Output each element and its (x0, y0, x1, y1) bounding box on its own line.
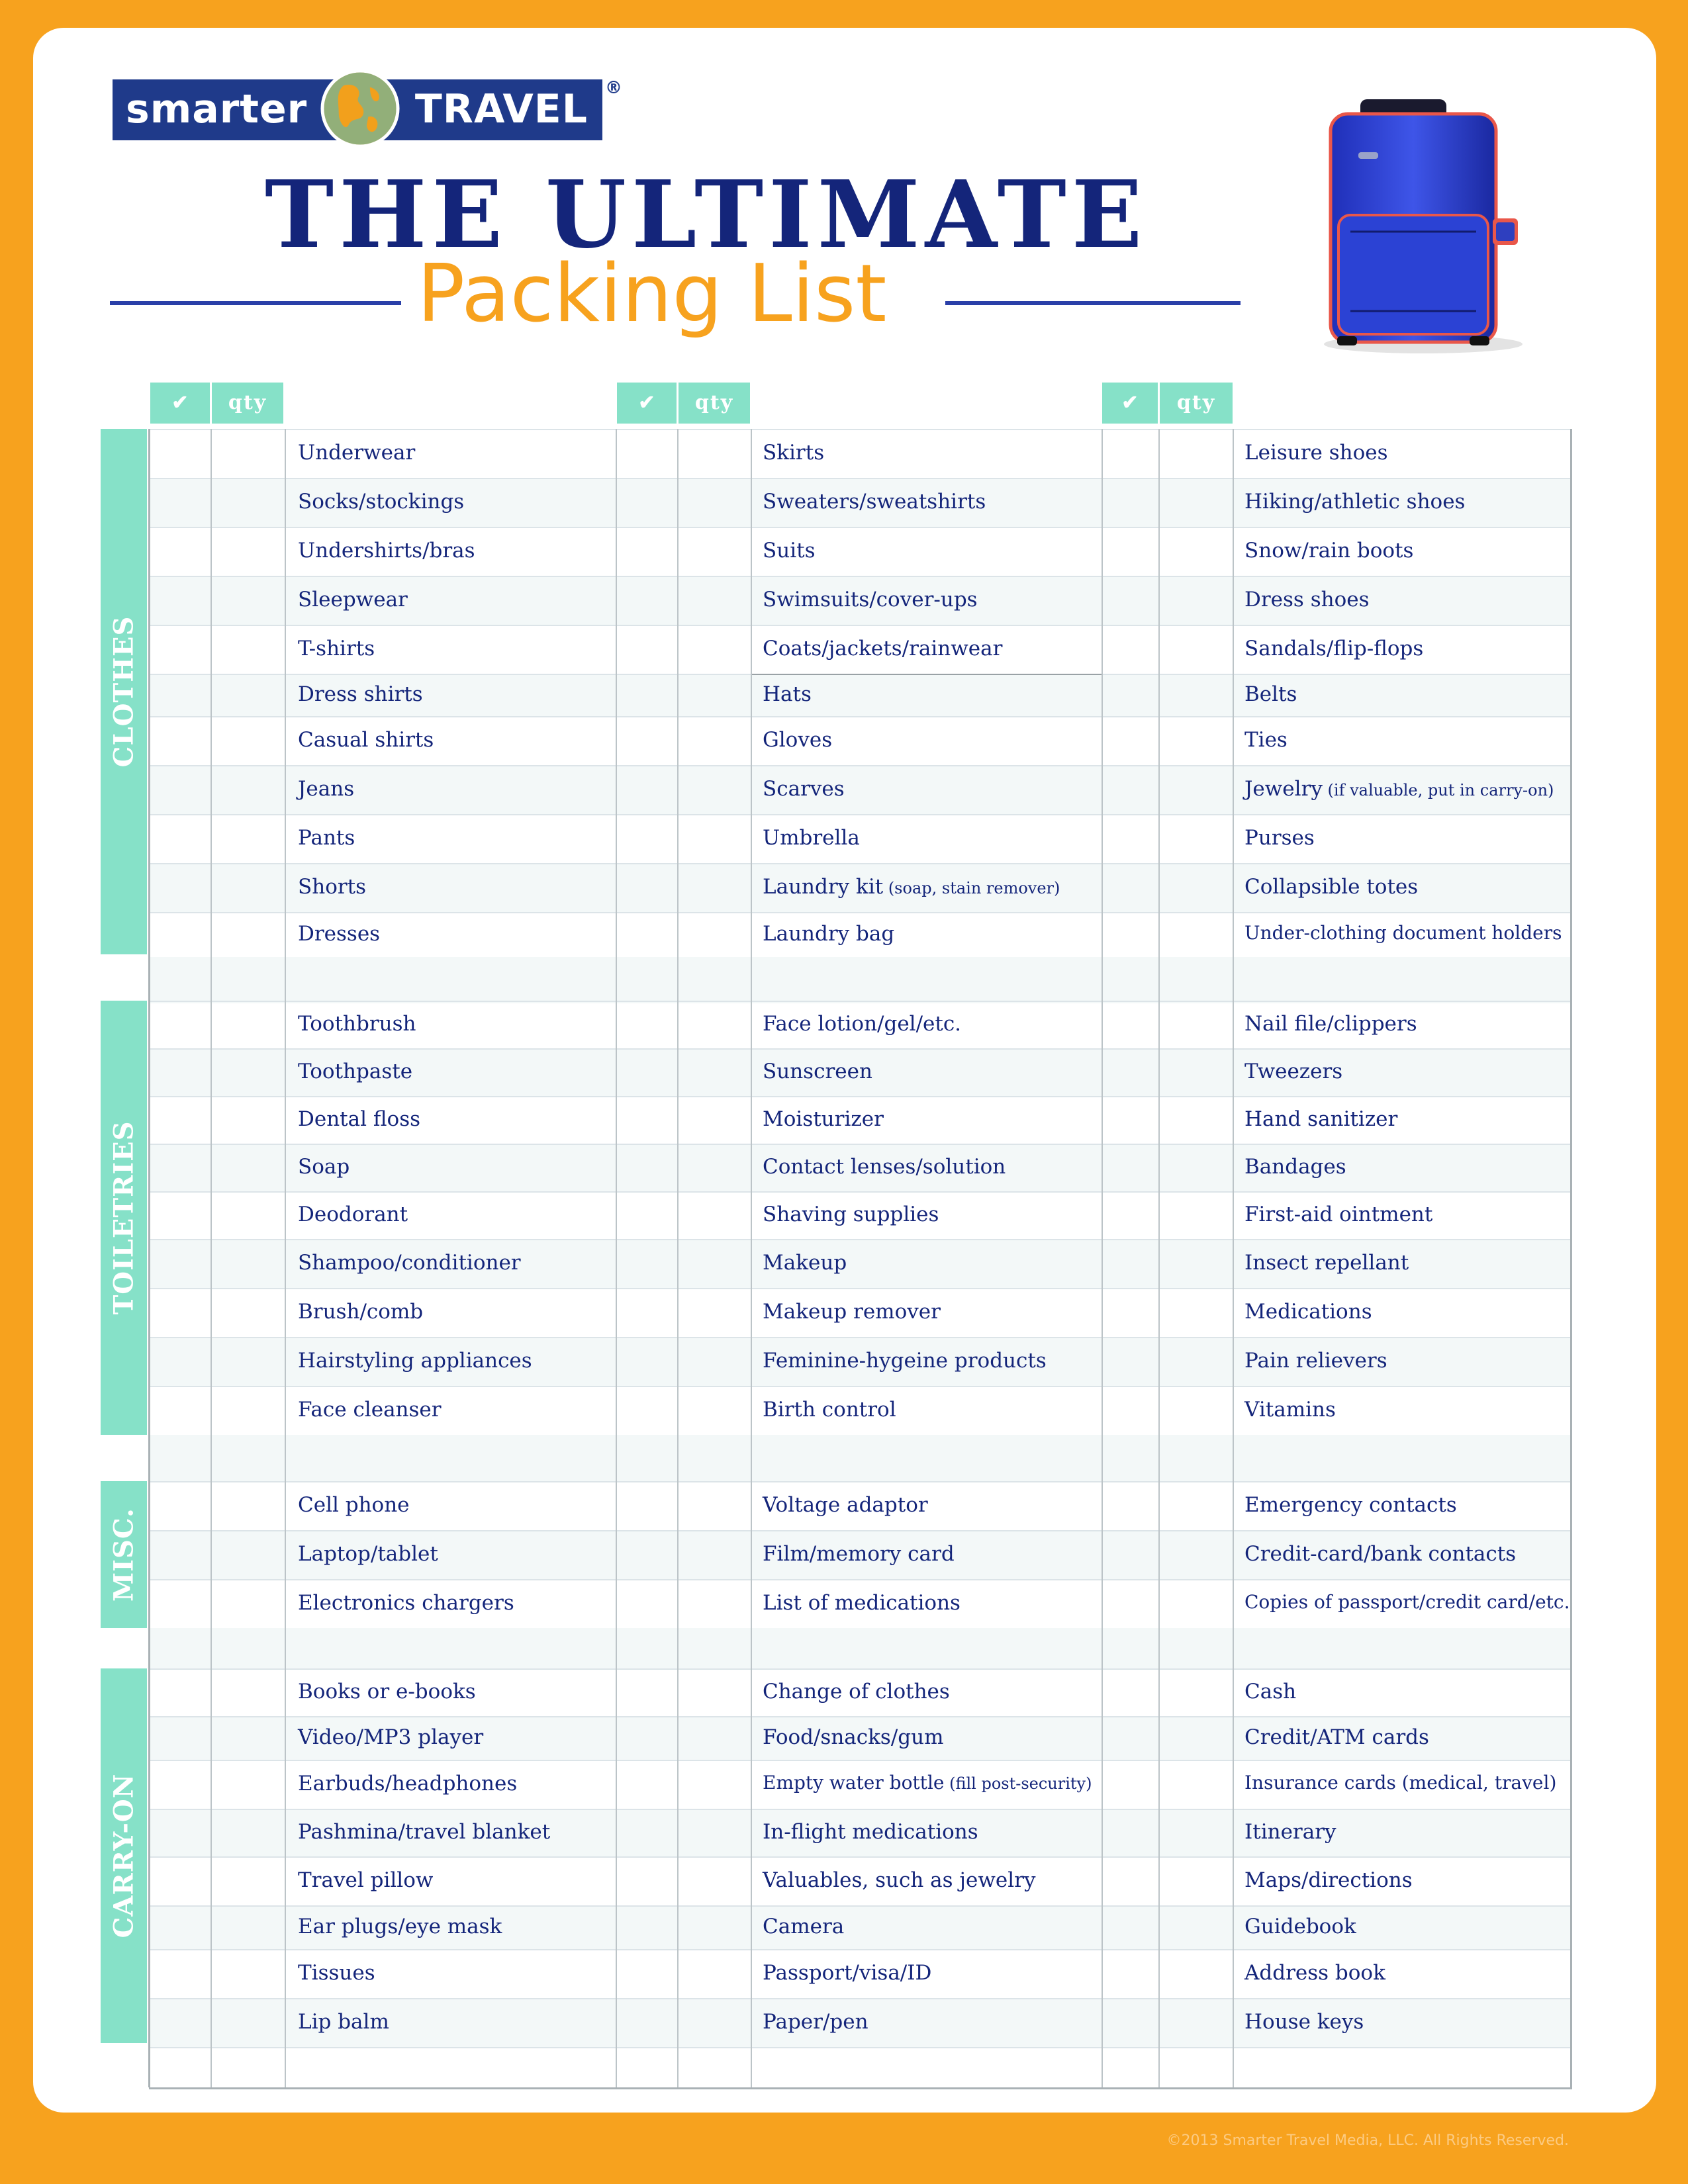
item-label: Skirts (763, 441, 825, 465)
row-divider (149, 814, 1572, 815)
item-label: Film/memory card (763, 1542, 955, 1566)
item-label: Ear plugs/eye mask (298, 1915, 502, 1938)
item-label: Paper/pen (763, 2010, 868, 2034)
item-label: Pashmina/travel blanket (298, 1820, 551, 1844)
checklist-item (298, 2012, 389, 2032)
checklist-item (298, 684, 423, 705)
checklist-item (298, 877, 366, 897)
checklist-item (298, 1593, 514, 1614)
checklist-item (298, 1727, 483, 1748)
row-divider (149, 625, 1572, 626)
item-label: Feminine-hygeine products (763, 1349, 1047, 1373)
item-label: Credit/ATM cards (1244, 1725, 1429, 1749)
checklist-item (298, 1774, 517, 1794)
item-label: Empty water bottle (763, 1772, 945, 1794)
item-label: Tissues (298, 1961, 375, 1985)
column-divider (148, 429, 150, 2087)
item-label: Toothbrush (298, 1012, 416, 1036)
row-divider (149, 1288, 1572, 1289)
checklist-item (1244, 1917, 1356, 1937)
row-divider (149, 1905, 1572, 1907)
column-divider (211, 429, 212, 2087)
header-check-col3: ✔ (1102, 383, 1158, 424)
checklist-item (763, 779, 845, 799)
checklist-item (763, 1302, 941, 1322)
item-label: Makeup (763, 1251, 847, 1275)
checklist-item (763, 684, 812, 705)
item-label: Electronics chargers (298, 1591, 514, 1615)
item-label: Food/snacks/gum (763, 1725, 944, 1749)
checklist-item (1244, 1727, 1429, 1748)
checklist-item (763, 730, 832, 751)
checklist-item (1244, 828, 1315, 848)
checklist-item (1244, 639, 1423, 659)
item-label: Emergency contacts (1244, 1493, 1457, 1517)
title-rule-left (110, 301, 401, 305)
checklist-item (298, 1963, 375, 1983)
item-label: Guidebook (1244, 1915, 1356, 1938)
checklist-item (1244, 1302, 1372, 1322)
row-divider (149, 1239, 1572, 1240)
checklist-item (298, 1062, 412, 1082)
header-qty-col1: qty (212, 383, 283, 424)
checklist-item (298, 924, 380, 944)
item-label: Shampoo/conditioner (298, 1251, 521, 1275)
item-label: Under-clothing document holders (1244, 922, 1562, 944)
row-divider (149, 1337, 1572, 1338)
checklist-item (1244, 2012, 1364, 2032)
checklist-item (298, 590, 408, 610)
row-divider (149, 1998, 1572, 1999)
item-label: Nail file/clippers (1244, 1012, 1417, 1036)
checklist-item (763, 1253, 847, 1273)
checklist-item (298, 443, 415, 463)
row-divider (149, 1191, 1572, 1193)
checklist-item (763, 1400, 896, 1420)
checklist-item (1244, 1822, 1336, 1843)
item-label: Sunscreen (763, 1060, 872, 1083)
item-label: Sandals/flip-flops (1244, 637, 1424, 660)
item-label: Belts (1244, 682, 1297, 706)
item-label: Birth control (763, 1398, 896, 1422)
checklist-item (1244, 1351, 1387, 1371)
checklist-item (298, 779, 354, 799)
item-label: List of medications (763, 1591, 961, 1615)
row-background (149, 1628, 1572, 1668)
column-divider (1102, 429, 1103, 2087)
globe-icon (319, 68, 401, 150)
checklist-item (763, 1727, 944, 1748)
item-label: Books or e-books (298, 1680, 476, 1704)
checklist-item (298, 1109, 420, 1130)
checklist-item (298, 1157, 350, 1177)
item-label: Lip balm (298, 2010, 389, 2034)
checklist-item (763, 828, 860, 848)
row-divider (149, 1001, 1572, 1002)
checklist-item (1244, 1253, 1409, 1273)
category-carry-on: CARRY-ON (101, 1668, 147, 2043)
checklist-item (763, 924, 894, 944)
item-label: Ties (1244, 728, 1288, 752)
checklist-item (763, 1917, 844, 1937)
item-label: Cash (1244, 1680, 1297, 1704)
item-label: Tweezers (1244, 1060, 1343, 1083)
row-background (149, 957, 1572, 1003)
item-label: Travel pillow (298, 1868, 434, 1892)
row-divider (149, 1386, 1572, 1387)
item-label: Moisturizer (763, 1107, 884, 1131)
item-label: Passport/visa/ID (763, 1961, 932, 1985)
registered-mark: ® (605, 78, 622, 98)
header-qty-col3: qty (1160, 383, 1233, 424)
checklist-item (1244, 1205, 1432, 1225)
checklist-item (763, 1822, 978, 1843)
column-divider (1570, 429, 1572, 2087)
item-label: Coats/jackets/rainwear (763, 637, 1003, 660)
category-clothes: CLOTHES (101, 429, 147, 954)
row-divider (149, 1481, 1572, 1482)
row-divider (149, 1716, 1572, 1717)
item-label: Shorts (298, 875, 367, 899)
header-check-col1: ✔ (150, 383, 210, 424)
column-divider (1233, 429, 1234, 2087)
item-label: Address book (1244, 1961, 1385, 1985)
item-label: Face cleanser (298, 1398, 442, 1422)
item-label: Jewelry (1244, 777, 1323, 801)
item-label: Scarves (763, 777, 845, 801)
checklist-item (763, 1963, 931, 1983)
checklist-item (763, 1014, 961, 1034)
checklist-item (1244, 1774, 1556, 1792)
checklist-item (1244, 1062, 1342, 1082)
item-label: Voltage adaptor (763, 1493, 928, 1517)
checklist-item (298, 1351, 532, 1371)
title-rule-right (945, 301, 1241, 305)
item-label: Laundry kit (763, 875, 884, 899)
checklist-item (298, 1205, 408, 1225)
checklist-item (763, 1062, 872, 1082)
item-label: Insect repellant (1244, 1251, 1409, 1275)
checklist-item (1244, 492, 1465, 512)
checklist-item (1244, 1682, 1296, 1702)
checklist-item (763, 1774, 1092, 1792)
column-divider (751, 429, 752, 2087)
checklist-item (1244, 1109, 1397, 1130)
item-label: Dresses (298, 922, 381, 946)
item-label: Camera (763, 1915, 845, 1938)
header-qty-col2: qty (679, 383, 750, 424)
checklist-item (763, 877, 1060, 897)
item-label: Toothpaste (298, 1060, 413, 1083)
item-label: Sleepwear (298, 588, 408, 612)
checklist-item (298, 1495, 410, 1516)
checklist-item (298, 1917, 502, 1937)
checklist-item (763, 1593, 961, 1614)
item-label: Video/MP3 player (298, 1725, 484, 1749)
item-label: Swimsuits/cover-ups (763, 588, 978, 612)
item-label: Laundry bag (763, 922, 895, 946)
column-divider (677, 429, 679, 2087)
brand-logo (113, 79, 602, 140)
checklist-item (1244, 1963, 1385, 1983)
header-check-col2: ✔ (617, 383, 677, 424)
page-subtitle: Packing List (417, 248, 887, 340)
checklist-item (763, 443, 824, 463)
row-divider (149, 527, 1572, 528)
item-label: First-aid ointment (1244, 1203, 1433, 1226)
item-label: T-shirts (298, 637, 375, 660)
grid-bottom-border (149, 2087, 1572, 2089)
row-divider (149, 863, 1572, 864)
checklist-item (1244, 877, 1418, 897)
item-label: Suits (763, 539, 816, 563)
item-label: Jeans (298, 777, 355, 801)
item-label: Dental floss (298, 1107, 421, 1131)
row-divider (149, 1096, 1572, 1097)
row-background (149, 1435, 1572, 1481)
item-label: Casual shirts (298, 728, 434, 752)
item-label: Hiking/athletic shoes (1244, 490, 1466, 514)
item-label: Deodorant (298, 1203, 408, 1226)
item-label: Contact lenses/solution (763, 1155, 1006, 1179)
checklist-item (763, 1495, 928, 1516)
row-divider (149, 478, 1572, 479)
item-label: Vitamins (1244, 1398, 1336, 1422)
checklist-item (1244, 541, 1413, 561)
checklist-item (298, 541, 475, 561)
checklist-item (763, 1109, 884, 1130)
row-divider (149, 716, 1572, 717)
item-label: Undershirts/bras (298, 539, 475, 563)
checklist-item (298, 1302, 423, 1322)
checklist-item (1244, 924, 1562, 942)
item-label: Hand sanitizer (1244, 1107, 1398, 1131)
checklist-item (763, 1351, 1047, 1371)
checklist-item (1244, 730, 1288, 751)
item-label: Pain relievers (1244, 1349, 1387, 1373)
row-divider (149, 1668, 1572, 1670)
brand-word-smarter: smarter (126, 86, 308, 132)
row-divider (149, 1949, 1572, 1950)
column-divider (285, 429, 286, 2087)
item-label: Shaving supplies (763, 1203, 939, 1226)
item-label: Bandages (1244, 1155, 1346, 1179)
item-label: Sweaters/sweatshirts (763, 490, 986, 514)
row-divider (149, 2047, 1572, 2048)
checklist-item (298, 639, 375, 659)
item-label: Umbrella (763, 826, 860, 850)
checklist-item (298, 730, 434, 751)
checklist-item (1244, 779, 1554, 799)
suitcase-icon (1311, 93, 1536, 357)
item-label: Brush/comb (298, 1300, 424, 1324)
checklist-item (298, 1400, 442, 1420)
checklist-item (298, 828, 355, 848)
checklist-item (1244, 1014, 1417, 1034)
item-label: Medications (1244, 1300, 1372, 1324)
copyright-footer: ©2013 Smarter Travel Media, LLC. All Rights Reserved. (1166, 2132, 1569, 2149)
row-divider (149, 1809, 1572, 1810)
row-divider (149, 765, 1572, 766)
column-divider (1158, 429, 1160, 2087)
page-title: THE ULTIMATE (265, 161, 1148, 269)
item-label: Cell phone (298, 1493, 410, 1517)
checklist-item (298, 1870, 433, 1891)
checklist-item (298, 1822, 550, 1843)
checklist-item (1244, 1495, 1457, 1516)
row-divider (149, 576, 1572, 577)
item-label: Hairstyling appliances (298, 1349, 532, 1373)
item-label: Hats (763, 682, 812, 706)
item-label: Copies of passport/credit card/etc. (1244, 1591, 1570, 1613)
checklist-item (763, 1682, 950, 1702)
item-label: Leisure shoes (1244, 441, 1388, 465)
item-label: House keys (1244, 2010, 1364, 2034)
checklist-item (763, 1157, 1006, 1177)
row-divider (149, 429, 1572, 430)
checklist-item (1244, 443, 1388, 463)
checklist-item (298, 1253, 521, 1273)
checklist-item (298, 1682, 476, 1702)
item-label: Soap (298, 1155, 350, 1179)
checklist-item (1244, 1157, 1346, 1177)
row-divider (149, 912, 1572, 913)
row-divider (149, 1579, 1572, 1580)
item-label: Insurance cards (medical, travel) (1244, 1772, 1557, 1794)
checklist-item (763, 590, 978, 610)
checklist-item (763, 1544, 955, 1565)
checklist-item (763, 492, 986, 512)
row-divider (149, 1760, 1572, 1761)
item-label: Socks/stockings (298, 490, 465, 514)
checklist-item (298, 492, 464, 512)
item-label: Collapsible totes (1244, 875, 1419, 899)
category-misc: MISC. (101, 1481, 147, 1628)
item-label: Purses (1244, 826, 1315, 850)
item-label: Credit-card/bank contacts (1244, 1542, 1517, 1566)
item-note: (if valuable, put in carry-on) (1322, 781, 1554, 799)
item-label: Earbuds/headphones (298, 1772, 518, 1796)
item-label: Makeup remover (763, 1300, 941, 1324)
item-label: Dress shoes (1244, 588, 1370, 612)
checklist-item (763, 1870, 1036, 1891)
item-label: Underwear (298, 441, 416, 465)
item-label: Gloves (763, 728, 833, 752)
item-label: Maps/directions (1244, 1868, 1413, 1892)
brand-word-travel: TRAVEL (414, 86, 588, 132)
checklist-item (763, 639, 1002, 659)
item-note: (soap, stain remover) (883, 879, 1060, 897)
checklist-item (298, 1544, 438, 1565)
item-label: Dress shirts (298, 682, 423, 706)
item-label: Laptop/tablet (298, 1542, 438, 1566)
item-label: Itinerary (1244, 1820, 1336, 1844)
item-label: In-flight medications (763, 1820, 978, 1844)
item-label: Pants (298, 826, 355, 850)
checklist-item (763, 2012, 868, 2032)
item-label: Valuables, such as jewelry (763, 1868, 1036, 1892)
category-toiletries: TOILETRIES (101, 1001, 147, 1435)
row-divider (149, 1048, 1572, 1050)
item-note: (fill post-security) (944, 1774, 1092, 1793)
checklist-item (1244, 684, 1297, 705)
row-divider (149, 1144, 1572, 1145)
row-divider-accent (751, 674, 1102, 675)
row-divider (149, 1530, 1572, 1531)
checklist-item (1244, 1870, 1413, 1891)
checklist-item (1244, 1593, 1570, 1612)
checklist-item (1244, 1544, 1516, 1565)
checklist-item (763, 541, 815, 561)
checklist-item (1244, 1400, 1336, 1420)
item-label: Change of clothes (763, 1680, 950, 1704)
item-label: Face lotion/gel/etc. (763, 1012, 962, 1036)
checklist-item (763, 1205, 939, 1225)
item-label: Snow/rain boots (1244, 539, 1414, 563)
checklist-item (1244, 590, 1369, 610)
column-divider (616, 429, 617, 2087)
row-divider (149, 1856, 1572, 1858)
checklist-item (298, 1014, 416, 1034)
